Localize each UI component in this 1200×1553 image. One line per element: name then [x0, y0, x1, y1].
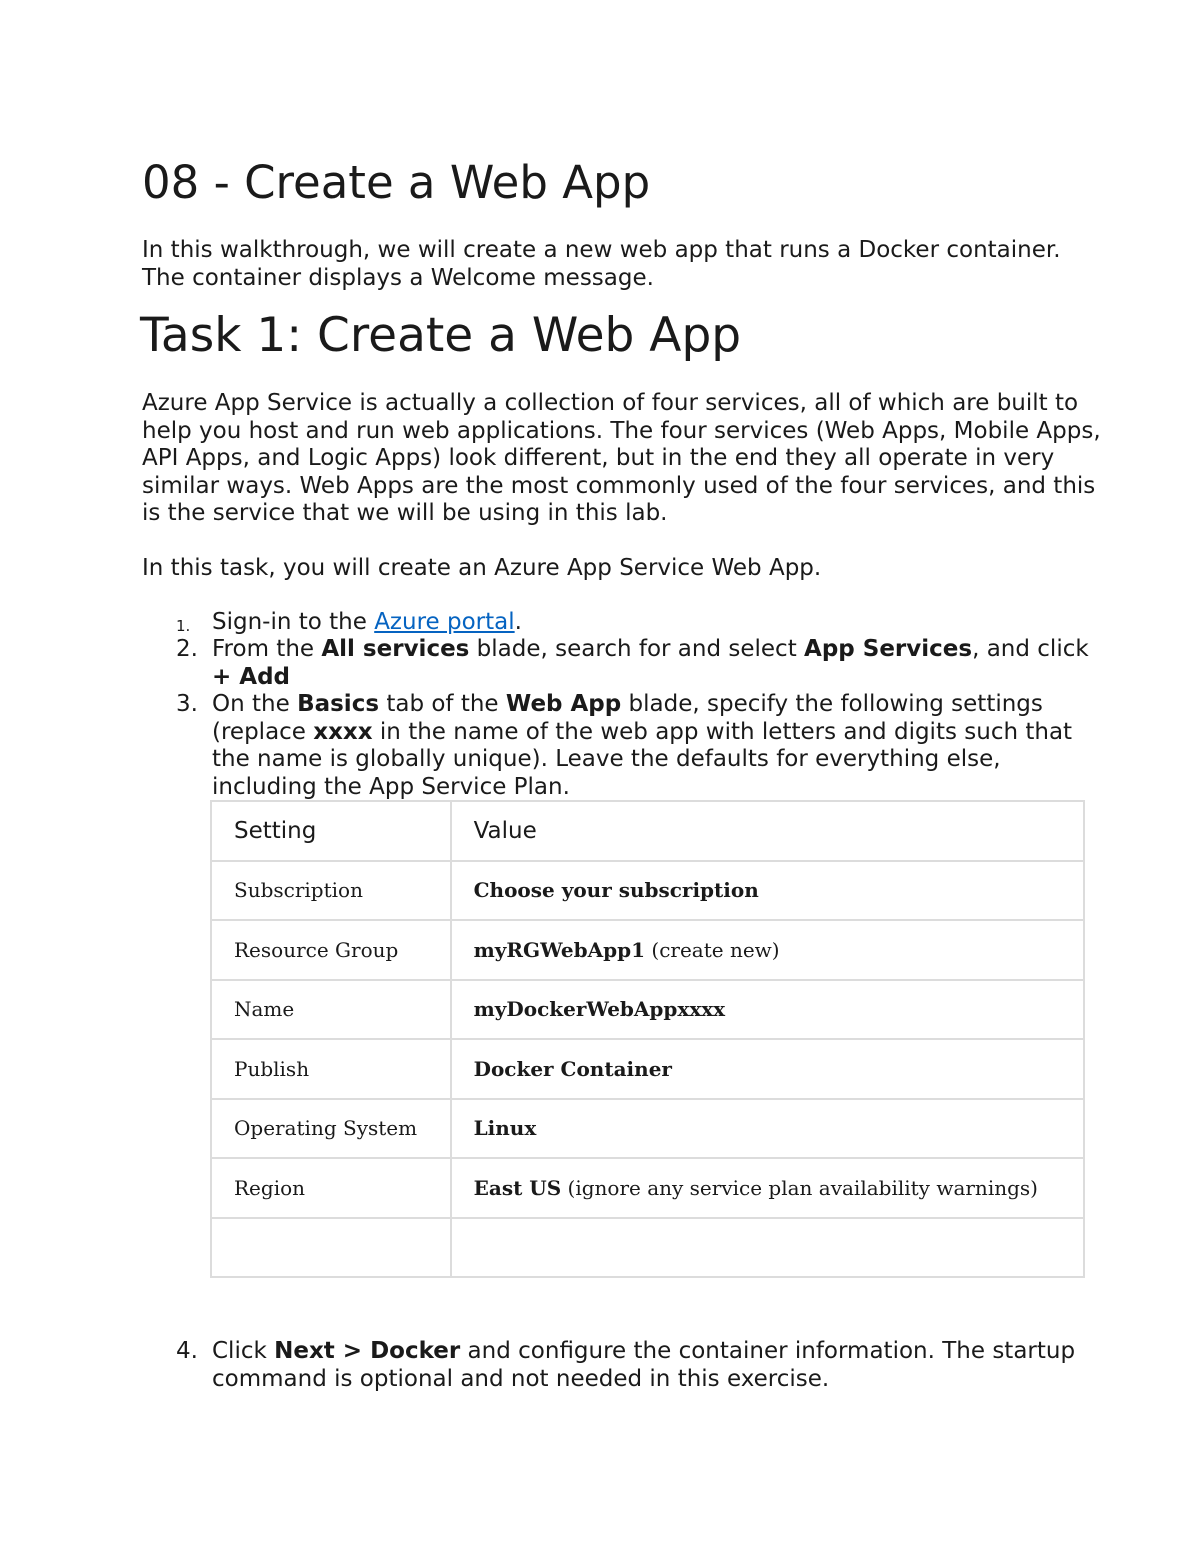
- list-item-text: On the Basics tab of the Web App blade, specify the following settings (replace xxxx in the name of the web app with letters and digits such that the name is globally unique). Leave the defaults for everything else, including the App Service Plan.: [212, 691, 1073, 800]
- page-title: 08 - Create a Web App: [142, 156, 651, 209]
- list-item-text: Sign-in to the Azure portal.: [212, 609, 522, 635]
- task-intro-paragraph: In this task, you will create an Azure App Service Web App.: [142, 555, 822, 581]
- value-cell: East US (ignore any service plan availability warnings): [451, 1158, 1084, 1218]
- table-row: [211, 1099, 1084, 1159]
- list-number: 2.: [176, 636, 198, 662]
- setting-cell: [211, 1218, 451, 1278]
- table-row: [211, 980, 1084, 1040]
- list-number: 1.: [176, 617, 191, 635]
- value-cell: myRGWebApp1 (create new): [451, 920, 1084, 980]
- list-item-text: From the All services blade, search for and select App Services, and click + Add: [212, 636, 1089, 690]
- azure-portal-link[interactable]: Azure portal: [374, 609, 515, 635]
- table-row: [211, 1218, 1084, 1278]
- table-row: [211, 1158, 1084, 1218]
- task-heading: Task 1: Create a Web App: [140, 308, 742, 363]
- value-cell: Docker Container: [451, 1039, 1084, 1099]
- table-row: [211, 920, 1084, 980]
- list-number: 4.: [176, 1338, 198, 1364]
- list-item-text: Click Next > Docker and configure the container information. The startup command is optional and not needed in this exercise.: [212, 1338, 1076, 1392]
- value-cell: Choose your subscription: [451, 861, 1084, 921]
- setting-cell: Subscription: [211, 861, 451, 921]
- intro-paragraph: In this walkthrough, we will create a new web app that runs a Docker container. The container displays a Welcome message.: [142, 237, 1061, 291]
- settings-table: [210, 800, 1085, 1278]
- table-header-row: [211, 801, 1084, 861]
- app-service-paragraph: Azure App Service is actually a collection of four services, all of which are built to help you host and run web applications. The four services (Web Apps, Mobile Apps, API Apps, and Logic Apps) look different, but in the end they all operate in very similar ways. Web Apps are the most commonly used of the four services, and this is the service that we will be using in this lab.: [142, 390, 1101, 526]
- setting-cell: Name: [211, 980, 451, 1040]
- setting-cell: Resource Group: [211, 920, 451, 980]
- setting-cell: Operating System: [211, 1099, 451, 1159]
- table-row: [211, 861, 1084, 921]
- setting-cell: Publish: [211, 1039, 451, 1099]
- table-header-cell: Value: [451, 801, 1084, 861]
- table-row: [211, 1039, 1084, 1099]
- list-number: 3.: [176, 691, 198, 717]
- value-cell: Linux: [451, 1099, 1084, 1159]
- setting-cell: Region: [211, 1158, 451, 1218]
- table-header-cell: Setting: [211, 801, 451, 861]
- value-cell: myDockerWebAppxxxx: [451, 980, 1084, 1040]
- value-cell: [451, 1218, 1084, 1278]
